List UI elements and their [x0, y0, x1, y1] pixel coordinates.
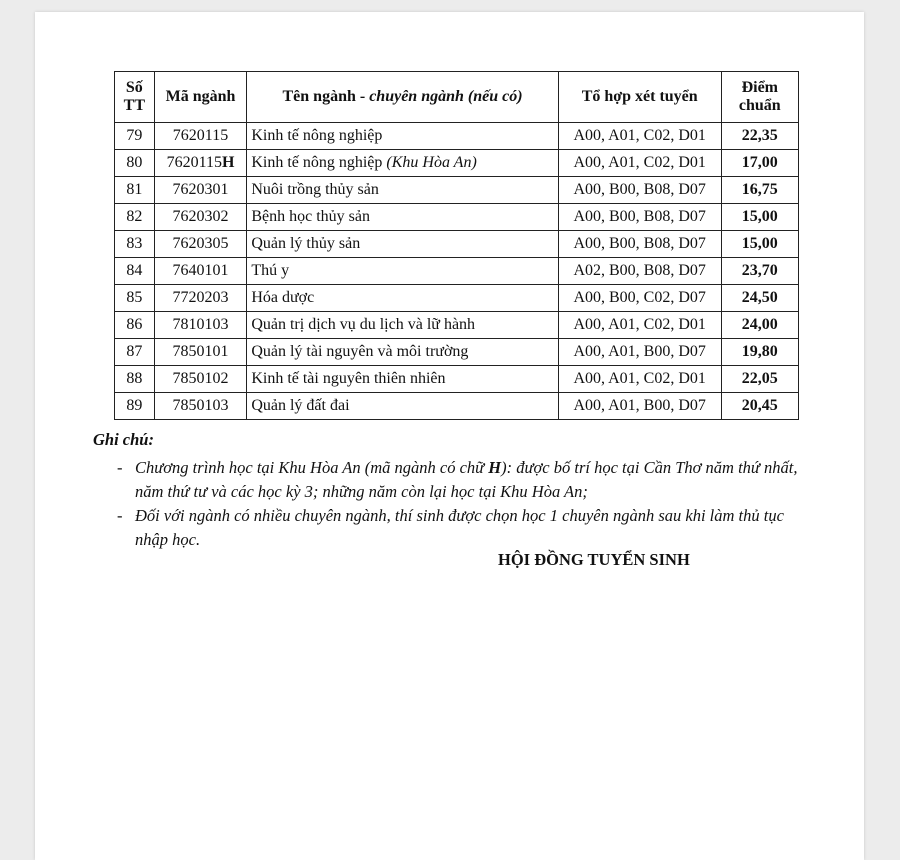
cell-name: Quản lý thủy sản — [247, 231, 558, 258]
cell-score: 24,50 — [721, 285, 798, 312]
cell-combo: A00, A01, C02, D01 — [558, 123, 721, 150]
cell-name: Kinh tế tài nguyên thiên nhiên — [247, 366, 558, 393]
table-row — [115, 312, 799, 339]
signature-council: HỘI ĐỒNG TUYỂN SINH — [498, 550, 690, 569]
cell-code: 7850103 — [154, 393, 247, 420]
cell-stt: 81 — [115, 177, 155, 204]
table-row — [115, 366, 799, 393]
cell-name: Quản trị dịch vụ du lịch và lữ hành — [247, 312, 558, 339]
table-row — [115, 285, 799, 312]
cell-stt: 88 — [115, 366, 155, 393]
cell-score: 16,75 — [721, 177, 798, 204]
table-row — [115, 231, 799, 258]
cell-combo: A02, B00, B08, D07 — [558, 258, 721, 285]
table-row — [115, 204, 799, 231]
cell-combo: A00, A01, B00, D07 — [558, 339, 721, 366]
cell-code: 7720203 — [154, 285, 247, 312]
cell-code: 7620302 — [154, 204, 247, 231]
cell-name: Bệnh học thủy sản — [247, 204, 558, 231]
table-row — [115, 258, 799, 285]
document-page — [35, 12, 864, 860]
table-row — [115, 123, 799, 150]
cell-score: 24,00 — [721, 312, 798, 339]
cell-score: 19,80 — [721, 339, 798, 366]
header-score: Điểm chuẩn — [721, 72, 798, 123]
cell-stt: 86 — [115, 312, 155, 339]
table-header-row — [115, 72, 799, 123]
cell-score: 22,05 — [721, 366, 798, 393]
cell-code: 7640101 — [154, 258, 247, 285]
cell-stt: 83 — [115, 231, 155, 258]
cell-name: Quản lý đất đai — [247, 393, 558, 420]
cell-name: Kinh tế nông nghiệp — [247, 123, 558, 150]
cell-score: 20,45 — [721, 393, 798, 420]
cell-combo: A00, A01, C02, D01 — [558, 366, 721, 393]
cell-combo: A00, A01, B00, D07 — [558, 393, 721, 420]
cell-score: 22,35 — [721, 123, 798, 150]
header-code: Mã ngành — [154, 72, 247, 123]
cell-code: 7620305 — [154, 231, 247, 258]
note-item-2: - Đối với ngành có nhiều chuyên ngành, thí sinh được chọn học 1 chuyên ngành sau khi làm thủ tục nhập học. — [117, 506, 784, 549]
cell-score: 15,00 — [721, 204, 798, 231]
cell-stt: 82 — [115, 204, 155, 231]
cell-combo: A00, A01, C02, D01 — [558, 150, 721, 177]
cell-name: Quản lý tài nguyên và môi trường — [247, 339, 558, 366]
note-item-1: - Chương trình học tại Khu Hòa An (mã ngành có chữ H): được bố trí học tại Cần Thơ năm thứ nhất, năm thứ tư và các học kỳ 3; những năm còn lại học tại Khu Hòa An; — [117, 458, 798, 501]
cell-combo: A00, B00, C02, D07 — [558, 285, 721, 312]
cell-combo: A00, A01, C02, D01 — [558, 312, 721, 339]
cell-name: Nuôi trồng thủy sản — [247, 177, 558, 204]
table-body — [115, 123, 799, 420]
cell-stt: 89 — [115, 393, 155, 420]
cell-stt: 79 — [115, 123, 155, 150]
table-row — [115, 393, 799, 420]
admission-scores-table — [114, 71, 799, 420]
cell-stt: 80 — [115, 150, 155, 177]
cell-combo: A00, B00, B08, D07 — [558, 204, 721, 231]
cell-code: 7620115 — [154, 123, 247, 150]
cell-score: 17,00 — [721, 150, 798, 177]
cell-stt: 84 — [115, 258, 155, 285]
cell-combo: A00, B00, B08, D07 — [558, 177, 721, 204]
cell-score: 15,00 — [721, 231, 798, 258]
cell-combo: A00, B00, B08, D07 — [558, 231, 721, 258]
table-row — [115, 150, 799, 177]
cell-score: 23,70 — [721, 258, 798, 285]
notes-section — [93, 430, 813, 552]
notes-title: Ghi chú: — [93, 430, 154, 449]
cell-stt: 87 — [115, 339, 155, 366]
cell-name: Kinh tế nông nghiệp (Khu Hòa An) — [247, 150, 558, 177]
cell-code: 7850101 — [154, 339, 247, 366]
table-row — [115, 177, 799, 204]
cell-code: 7810103 — [154, 312, 247, 339]
cell-code: 7850102 — [154, 366, 247, 393]
cell-code: 7620115H — [154, 150, 247, 177]
cell-name: Hóa dược — [247, 285, 558, 312]
header-name: Tên ngành - chuyên ngành (nếu có) — [247, 72, 558, 123]
cell-name: Thú y — [247, 258, 558, 285]
cell-stt: 85 — [115, 285, 155, 312]
header-stt: Số TT — [115, 72, 155, 123]
header-combo: Tổ hợp xét tuyển — [558, 72, 721, 123]
cell-code: 7620301 — [154, 177, 247, 204]
table-row — [115, 339, 799, 366]
